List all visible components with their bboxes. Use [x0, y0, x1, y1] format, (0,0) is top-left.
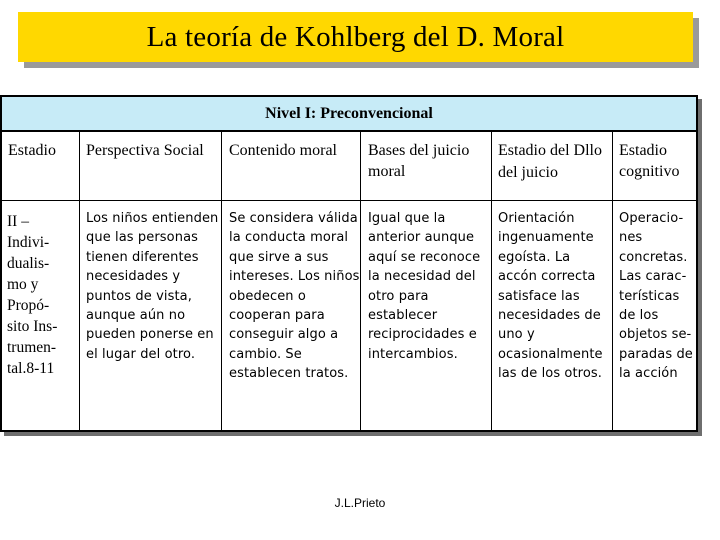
column-header-contenido: Contenido moral [229, 142, 337, 159]
cell-line: Propó- [7, 297, 50, 314]
cell-line: nes [619, 230, 643, 246]
grid-line [612, 132, 613, 430]
grid-line [221, 132, 222, 430]
grid-line [79, 132, 80, 430]
cell-line: Operacio- [619, 211, 684, 226]
cell-perspectiva: Los niños entienden que las personas tienen diferentes necesidades y puntos de vista, aunque aún no pueden ponerse en el lugar del otro. [86, 211, 219, 362]
cell-line: objetos se- [619, 327, 692, 343]
cell-line: la acción [619, 366, 678, 382]
cell-estadio [7, 211, 79, 379]
cell-bases: Igual que la anterior aunque aquí se reconoce la necesidad del otro para establecer reciprocidades e intercambios. [368, 211, 481, 362]
grid-line [360, 132, 361, 430]
cell-line: concretas. [619, 249, 688, 265]
cell-line: terísticas [619, 288, 680, 304]
column-header-dllo: Estadio del Dllo del juicio [498, 142, 602, 181]
cell-line: sito Ins- [7, 318, 58, 335]
cell-line: trumen- [7, 339, 57, 356]
cell-line: paradas de [619, 346, 693, 362]
grid-line [2, 200, 696, 201]
author-footer: J.L.Prieto [334, 496, 386, 510]
cell-line: Las carac- [619, 269, 687, 285]
column-header-perspectiva: Perspectiva Social [86, 142, 204, 159]
cell-line: de los [619, 308, 659, 324]
title-banner [18, 12, 693, 62]
cell-line: II – [7, 213, 29, 230]
cell-line: mo y [7, 276, 39, 293]
cell-dllo: Orientación ingenuamente egoísta. La accón correcta satisface las necesidades de uno y ocasionalmente las de los otros. [498, 211, 603, 382]
kohlberg-table [0, 95, 698, 432]
column-header-bases: Bases del juicio moral [368, 142, 470, 180]
grid-line [491, 132, 492, 430]
slide-title: La teoría de Kohlberg del D. Moral [146, 20, 565, 53]
cell-contenido: Se considera válida la conducta moral que sirve a sus intereses. Los niños obedecen o cooperan para conseguir algo a cambio. Se establecen tratos. [229, 211, 360, 382]
column-header-cognitivo: Estadio cognitivo [619, 142, 680, 180]
cell-line: dualis- [7, 255, 50, 272]
cell-line: tal.8-11 [7, 360, 55, 377]
level-header: Nivel I: Preconvencional [2, 97, 696, 132]
cell-cognitivo [619, 209, 695, 384]
cell-line: Indivi- [7, 234, 50, 251]
column-header-estadio: Estadio [8, 142, 56, 159]
